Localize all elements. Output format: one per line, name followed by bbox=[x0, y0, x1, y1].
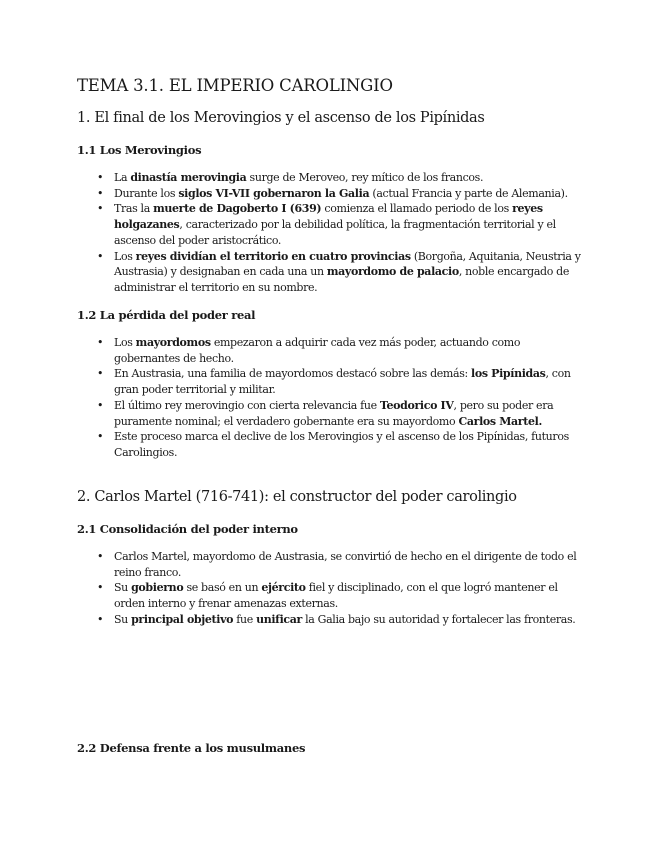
text-run: El último rey merovingio con cierta relevancia fue bbox=[114, 398, 380, 412]
bold-text: ejército bbox=[261, 581, 306, 595]
text-run: empezaron a adquirir cada vez más poder, actuando como gobernantes de hecho. bbox=[114, 336, 521, 365]
list-item bbox=[97, 366, 587, 397]
bold-text: dinastía merovingia bbox=[130, 171, 247, 184]
bold-text: reyes dividían el territorio en cuatro provincias bbox=[135, 249, 411, 263]
list-item bbox=[97, 186, 587, 202]
subsection-1-1-heading: 1.1 Los Merovingios bbox=[77, 143, 202, 157]
text-run: , pero su poder era puramente nominal; el verdadero gobernante era su mayordomo bbox=[114, 398, 554, 428]
subsection-2-1-heading: 2.1 Consolidación del poder interno bbox=[77, 522, 298, 536]
text-run: Carlos Martel, mayordomo de Austrasia, se convirtió de hecho en el dirigente de todo el reino franco. bbox=[114, 550, 577, 579]
list-item bbox=[97, 170, 587, 186]
text-run: Tras la bbox=[114, 202, 154, 216]
text-run: se basó en un bbox=[183, 581, 262, 595]
text-run: la Galia bajo su autoridad y fortalecer las fronteras. bbox=[301, 612, 576, 626]
subsection-1-2-heading: 1.2 La pérdida del poder real bbox=[77, 308, 256, 322]
section-1-heading: 1. El final de los Merovingios y el ascenso de los Pipínidas bbox=[77, 110, 485, 126]
document-title: TEMA 3.1. EL IMPERIO CAROLINGIO bbox=[77, 76, 393, 95]
list-item bbox=[97, 201, 587, 248]
text-run: , noble encargado de administrar el territorio en su nombre. bbox=[114, 265, 569, 294]
section-2-heading: 2. Carlos Martel (716-741): el constructor del poder carolingio bbox=[77, 489, 517, 505]
list-item bbox=[97, 549, 587, 580]
bold-text: reyes holgazanes bbox=[114, 202, 543, 232]
text-run: comienza el llamado periodo de los bbox=[321, 202, 513, 216]
text-run: Durante los bbox=[114, 186, 179, 200]
bold-text: gobierno bbox=[131, 581, 184, 595]
list-item bbox=[97, 612, 587, 628]
bold-text: los Pipínidas bbox=[471, 367, 546, 381]
text-run: , con gran poder territorial y militar. bbox=[114, 367, 571, 397]
text-run: Este proceso marca el declive de los Merovingios y el ascenso de los Pipínidas, futuros Carolingios. bbox=[114, 430, 569, 459]
bold-text: muerte de Dagoberto I (639) bbox=[153, 202, 322, 216]
text-run: Los bbox=[114, 336, 136, 349]
subsection-1-1-list bbox=[97, 170, 587, 296]
text-run: surge de Meroveo, rey mítico de los francos. bbox=[246, 171, 484, 184]
text-run: (Borgoña, Aquitania, Neustria y Austrasia) y designaban en cada una un bbox=[114, 249, 581, 279]
text-run: fue bbox=[233, 612, 257, 626]
list-item bbox=[97, 249, 587, 296]
list-item bbox=[97, 398, 587, 429]
text-run: , caracterizado por la debilidad política, la fragmentación territorial y el ascenso del poder aristocrático. bbox=[114, 218, 556, 247]
bold-text: Teodorico IV bbox=[379, 398, 454, 412]
subsection-2-2-heading: 2.2 Defensa frente a los musulmanes bbox=[77, 741, 306, 755]
text-run: Los bbox=[114, 249, 136, 263]
bold-text: Carlos Martel. bbox=[458, 414, 542, 428]
text-run: En Austrasia, una familia de mayordomos destacó sobre las demás: bbox=[114, 367, 472, 381]
text-run: La bbox=[114, 171, 131, 184]
list-item bbox=[97, 429, 587, 460]
bold-text: mayordomo de palacio bbox=[326, 265, 459, 279]
text-run: fiel y disciplinado, con el que logró mantener el orden interno y frenar amenazas externas. bbox=[114, 581, 558, 611]
bold-text: siglos VI-VII gobernaron la Galia bbox=[178, 186, 370, 200]
subsection-1-2-list bbox=[97, 335, 587, 461]
bold-text: unificar bbox=[256, 612, 302, 626]
text-run: Su bbox=[114, 581, 132, 595]
subsection-2-1-list bbox=[97, 549, 587, 628]
text-run: Su bbox=[114, 612, 132, 626]
list-item bbox=[97, 580, 587, 611]
text-run: (actual Francia y parte de Alemania). bbox=[369, 186, 568, 200]
bold-text: principal objetivo bbox=[131, 612, 234, 626]
list-item bbox=[97, 335, 587, 366]
bold-text: mayordomos bbox=[135, 336, 211, 349]
